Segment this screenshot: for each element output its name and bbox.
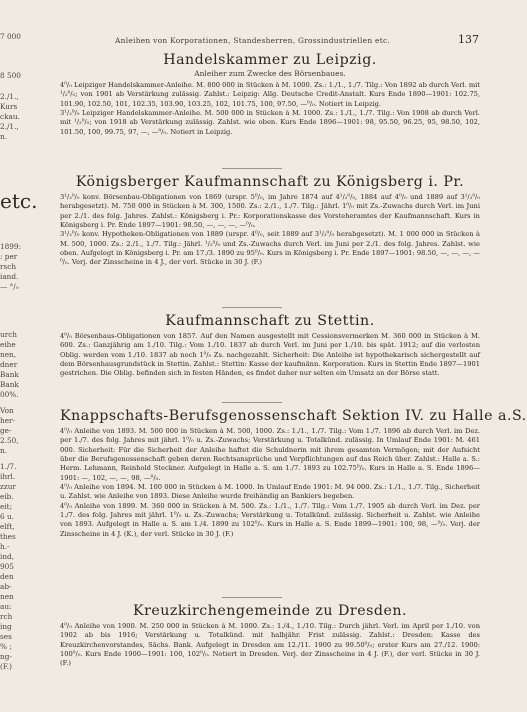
section-kaufmannschaft-koenigsberg (60, 174, 480, 268)
margin-fragment: rch (0, 612, 13, 621)
margin-fragment: ihrl. (0, 472, 16, 481)
margin-fragment: urch (0, 330, 17, 339)
margin-fragment: dner (0, 360, 18, 369)
bond-entry: 3¹/₂⁰/₀ Leipziger Handelskammer-Anleihe. M. 500 000 in Stücken à M. 1000. Zs.: 1./1., 1./7. Tilg.: Von 1908 ab durch Verl. mit ¹/₂⁰/₀; von 1918 ab Verstärkung zulässig. Zahlst. wie oben. Kurs Ende 1896—1901: 98, 95.50, 96.25, 95, 98.50, 102, 101.50, 100, 99.75, 97, —, —⁰/₀. Notiert in Leipzig. (60, 109, 480, 136)
margin-fragment: eib. (0, 492, 14, 501)
margin-fragment: n. (0, 446, 8, 455)
margin-fragment: Kurs (0, 102, 18, 111)
margin-fragment: nen (0, 592, 14, 601)
margin-fragment: 1899: (0, 242, 22, 251)
margin-fragment: : per (0, 252, 18, 261)
margin-fragment: 8 500 (0, 71, 21, 80)
margin-fragment: ge- (0, 426, 12, 435)
margin-fragment: rsch (0, 262, 17, 271)
margin-fragment: Bank (0, 370, 19, 379)
page-number: 137 (458, 33, 479, 46)
margin-fragment: 7 000 (0, 32, 21, 41)
section-kreuzkirchengemeinde-dresden (60, 603, 480, 669)
margin-fragment: 00%. (0, 390, 19, 399)
margin-fragment: (F.) (0, 662, 12, 671)
margin-fragment: ing (0, 622, 12, 631)
margin-fragment: thes (0, 532, 16, 541)
section-title: Kaufmannschaft zu Stettin. (165, 313, 375, 329)
margin-fragment: 2./1., (0, 92, 19, 101)
margin-fragment: elft, (0, 522, 15, 531)
margin-fragment: ab- (0, 582, 12, 591)
margin-fragment: eit; (0, 502, 13, 511)
margin-fragment: % ; (0, 642, 12, 651)
margin-fragment: etc. (0, 189, 38, 213)
section-divider (222, 168, 282, 169)
bond-entry: 4⁰/₀ Leipziger Handelskammer-Anleihe. M. 800 000 in Stücken à M. 1000. Zs.: 1./1., 1./7. Tilg.: Von 1892 ab durch Verl. mit ¹/₂⁰/₀; von 1901 ab Verstärkung zulässig. Zahlst.: Leipzig: Allg. Deutsche Credit-Anstalt. Kurs Ende 1890—1901: 102.75, 101.90, 102.50, 101, 102.35, 103.90, 103.25, 102, 101.75, 100, 97.50, —⁰/₀. Notiert in Leipzig. (60, 81, 480, 108)
bond-entry: 4⁰/₀ Anleihe von 1894. M. 100 000 in Stücken à M. 1000. In Umlauf Ende 1901: M. 94 000. Zs.: 1./1., 1./7. Tilg., Sicherheit u. Zahlst. wie Anleihe von 1893. Diese Anleihe wurde freihändig an Bankiers begeben. (60, 483, 480, 501)
left-margin-bleed (0, 30, 38, 710)
margin-fragment: 1./7. (0, 462, 17, 471)
margin-fragment: zzur (0, 482, 16, 491)
margin-fragment: ses (0, 632, 12, 641)
bond-entry: 3¹/₂⁰/₀ konv. Hypotheken-Obligationen von 1889 (urspr. 4⁰/₀, seit 1889 auf 3¹/₂⁰/₀ herabgesetzt). M. 1 000 000 in Stücken à M. 500, 1000. Zs.: 2./1., 1./7. Tilg.: Jährl. ¹/₂⁰/₀ und Zs.-Zuwachs durch Verl. im Juni per 2./1. des folg. Jahres. Zahlst. wie oben. Aufgelegt in Königsberg i. Pr. am 17./3. 1890 zu 95⁰/₀. Kurs in Königsberg i. Pr. Ende 1897—1901: 98.50, —, —, —, —⁰/₀. Verj. der Zinsscheine in 4 J., der verl. Stücke in 30 J. (F.) (60, 230, 480, 267)
margin-fragment: den (0, 572, 14, 581)
margin-fragment: nen, (0, 350, 17, 359)
margin-fragment: au: (0, 602, 12, 611)
margin-fragment: iand. (0, 272, 19, 281)
margin-fragment: 2.50, (0, 436, 19, 445)
section-title: Kreuzkirchengemeinde zu Dresden. (133, 603, 407, 619)
section-kaufmannschaft-stettin (60, 313, 480, 379)
margin-fragment: h.- (0, 542, 10, 551)
margin-fragment: 2./1., (0, 122, 19, 131)
bond-entry: 4⁰/₀ Anleihe von 1893. M. 500 000 in Stücken à M. 500, 1000. Zs.: 1./1., 1./7. Tilg.: Vom 1./7. 1896 ab durch Verl. im Dez. per 1./7. des folg. Jahres mit jährl. 1⁰/₀ u. Zs.-Zuwachs; Verstärkung u. Totalkünd. zulässig. In Umlauf Ende 1901: M. 461 000. Sicherheit: Für die Sicherheit der Anleihe haftet die Schuldnerin mit ihrem gesamten Vermögen; mit der Aufsicht über die Berufsgenossenschaft geben deren Rechtsansprüche und Verpflichtungen auf das Reich über. Zahlst.: Halle a. S.: Herm. Lehmann, Reinhold Steckner. Aufgelegt in Halle a. S. am 1./7. 1893 zu 102.75⁰/₀. Kurs in Halle a. S. Ende 1896—1901: —, 102, —, —, 98, —⁰/₀. (60, 427, 480, 482)
section-title: Handelskammer zu Leipzig. (163, 52, 377, 68)
margin-fragment: Von (0, 406, 14, 415)
section-subtitle: Anleiher zum Zwecke des Börsenbaues. (194, 69, 346, 78)
margin-fragment: ng- (0, 652, 12, 661)
section-divider (222, 307, 282, 308)
margin-fragment: 905 (0, 562, 14, 571)
bond-entry: 4⁰/₀ Anleihe von 1899. M. 360 000 in Stücken à M. 500. Zs.: 1./1., 1./7. Tilg.: Vom 1./7. 1905 ab durch Verl. im Dez. per 1./7. des folg. Jahres mit jährl. 1⁰/₀ u. Zs.-Zuwachs; Verstärkung u. Totalkünd. zulässig. Sicherheit u. Zahlst. wie Anleihe von 1893. Aufgelegt in Halle a. S. am 1./4. 1899 zu 102⁰/₀. Kurs in Halle a. S. Ende 1899—1901: 100, 98, —⁰/₀. Verj. der Zinsscheine in 4 J. (K.), der verl. Stücke in 30 J. (F.) (60, 501, 480, 538)
section-handelskammer-leipzig (60, 52, 480, 137)
margin-fragment: n. (0, 132, 8, 141)
margin-fragment: ckau. (0, 112, 20, 121)
section-divider (222, 597, 282, 598)
section-knappschaft-halle (60, 408, 527, 539)
margin-fragment: her- (0, 416, 15, 425)
section-divider (222, 402, 282, 403)
section-title: Knappschafts-Berufsgenossenschaft Sektion IV. zu Halle a.S. (60, 408, 527, 424)
bond-entry: 4⁰/₀ Anleihe von 1900. M. 250 000 in Stücken à M. 1000. Zs.: 1./4., 1./10. Tilg.: Durch jährl. Verl. im April per 1./10. von 1902 ab bis 1916; Verstärkung u. Totalkünd. mit halbjähr. Frist zulässig. Zahlst.: Dresden: Kasse des Kreuzkirchenvorstandes, Sächs. Bank. Aufgelegt in Dresden am 12./11. 1900 zu 99.50⁰/₀; erster Kurs am 27./12. 1900: 100⁰/₀. Kurs Ende 1900—1901: 100, 102⁰/₀. Notiert in Dresden. Verj. der Zinsscheine in 4 J. (F.), der verl. Stücke in 30 J. (F.) (60, 622, 480, 668)
section-title: Königsberger Kaufmannschaft zu Königsberg i. Pr. (75, 174, 465, 190)
margin-fragment: — °/₀ (0, 282, 19, 291)
margin-fragment: eihe (0, 340, 16, 349)
margin-fragment: Bank (0, 380, 19, 389)
bond-entry: 4⁰/₀ Börsenhaus-Obligationen von 1857. Auf den Namen ausgestellt mit Cessionsvermerken M. 360 000 in Stücken à M. 600. Zs.: Ganzjährig am 1./10. Tilg.: Vom 1./10. 1837 ab durch Verl. im Juni per 1./10. bis spät. 1912; auf die verlosten Oblig. werden vom 1./10. 1837 ab noch 1⁰/₀ Zs. nachgezahlt. Sicherheit: Die Anleihe ist hypothekarisch sichergestellt auf dem Börsenhausgrundstück in Stettin. Zahlst.: Stettin: Kasse der kaufmänn. Korporation. Kurs in Stettin Ende 1897—1901 gestrichen. Die Oblig. befinden sich in festen Händen, es findet daher nur selten ein Umsatz an der Börse statt. (60, 332, 480, 378)
margin-fragment: 6 u. (0, 512, 14, 521)
running-header: Anleihen von Korporationen, Standesherren, Grossindustriellen etc. (115, 36, 391, 45)
bond-entry: 3¹/₂⁰/₀ konv. Börsenbau-Obligationen von 1869 (urspr. 5⁰/₀, im Jahre 1874 auf 4¹/₂⁰/₀, 1884 auf 4⁰/₀ und 1889 auf 3¹/₂⁰/₀ herabgesetzt). M. 750 000 in Stücken à M. 300, 1500. Zs.: 2./1., 1./7. Tilg.: Jährl. 1⁰/₀ mit Zs.-Zuwachs durch Verl. im Juni per 2./1. des folg. Jahres. Zahlst.: Königsberg i. Pr.: Korporationskasse des Vorsteheramtes der Kaufmannschaft. Kurs in Königsberg i. Pr. Ende 1897—1901: 98.50, —, —, —, —⁰/₀. (60, 193, 480, 230)
margin-fragment: ind, (0, 552, 15, 561)
